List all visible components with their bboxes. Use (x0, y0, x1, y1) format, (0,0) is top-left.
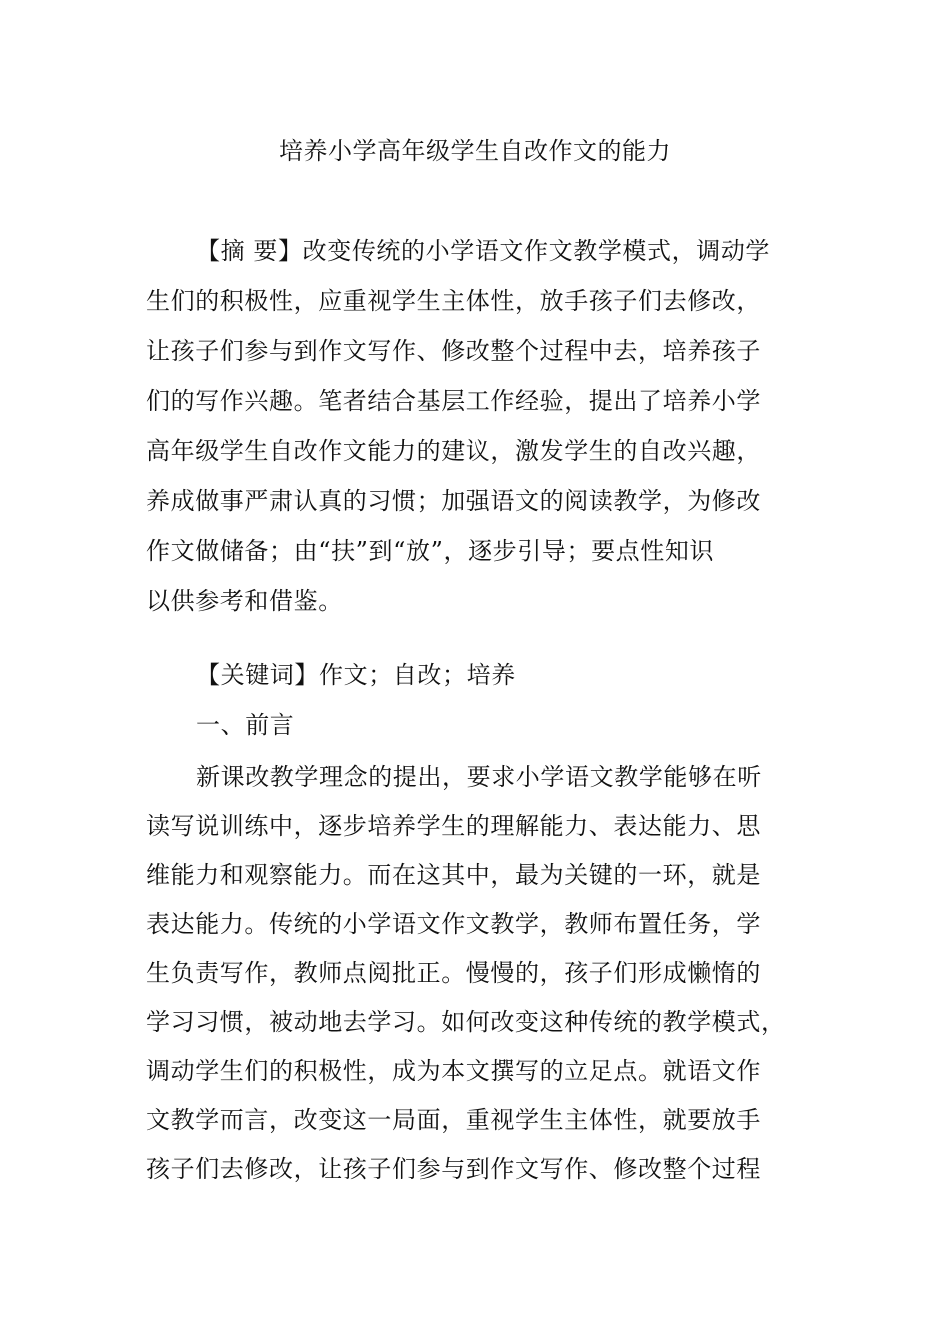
body-line: 表达能力。传统的小学语文作文教学，教师布置任务，学 (146, 910, 761, 938)
abstract-line: 让孩子们参与到作文写作、修改整个过程中去，培养孩子 (146, 337, 761, 365)
abstract-line: 们的写作兴趣。笔者结合基层工作经验，提出了培养小学 (146, 387, 761, 415)
keywords-line: 【关键词】作文；自改；培养 (196, 661, 516, 689)
abstract-line: 【摘 要】改变传统的小学语文作文教学模式，调动学 (196, 237, 771, 265)
abstract-line: 生们的积极性，应重视学生主体性，放手孩子们去修改， (146, 287, 761, 315)
body-line: 生负责写作，教师点阅批正。慢慢的，孩子们形成懒惰的 (146, 959, 761, 987)
abstract-line: 养成做事严肃认真的习惯；加强语文的阅读教学，为修改 (146, 487, 761, 515)
body-line: 文教学而言，改变这一局面，重视学生主体性，就要放手 (146, 1106, 761, 1134)
body-line: 学习习惯，被动地去学习。如何改变这种传统的教学模式， (146, 1008, 786, 1036)
document-title: 培养小学高年级学生自改作文的能力 (279, 137, 671, 165)
body-line: 新课改教学理念的提出，要求小学语文教学能够在听 (196, 763, 762, 791)
abstract-line: 高年级学生自改作文能力的建议，激发学生的自改兴趣， (146, 437, 761, 465)
body-line: 读写说训练中，逐步培养学生的理解能力、表达能力、思 (146, 812, 761, 840)
abstract-line: 以供参考和借鉴。 (146, 587, 343, 615)
abstract-line: 作文做储备；由“扶”到“放”，逐步引导；要点性知识 (146, 537, 715, 565)
body-line: 调动学生们的积极性，成为本文撰写的立足点。就语文作 (146, 1057, 761, 1085)
section-heading: 一、前言 (196, 711, 295, 739)
body-line: 孩子们去修改，让孩子们参与到作文写作、修改整个过程 (146, 1155, 761, 1183)
body-line: 维能力和观察能力。而在这其中，最为关键的一环，就是 (146, 861, 761, 889)
